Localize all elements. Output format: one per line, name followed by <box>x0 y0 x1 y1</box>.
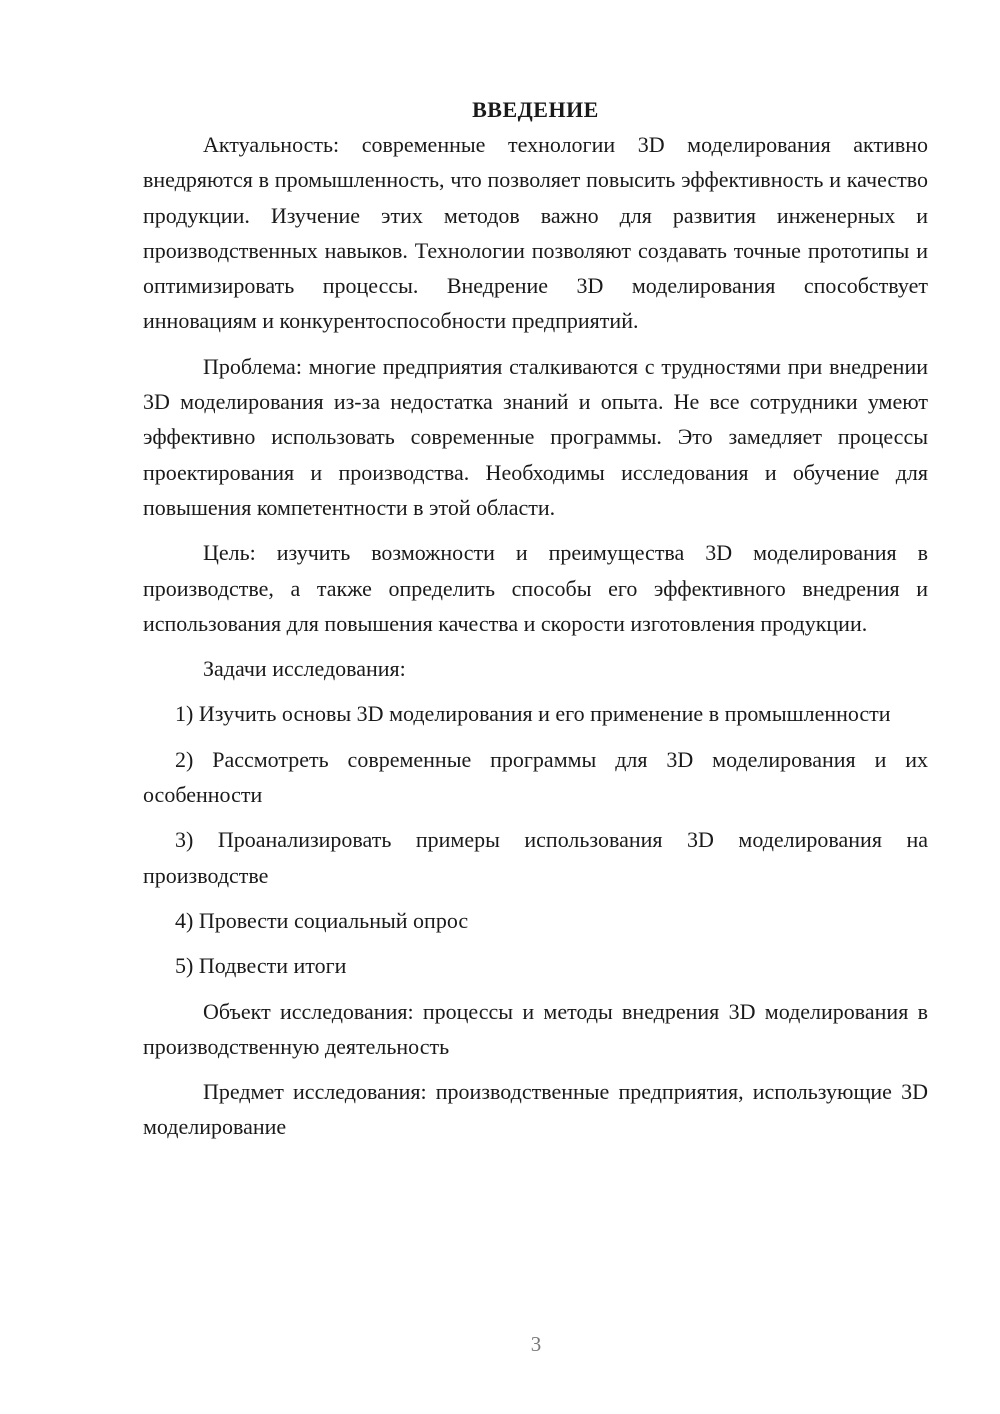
section-title: ВВЕДЕНИЕ <box>472 97 599 122</box>
task-item-2: 2) Рассмотреть современные программы для 3D моделирования и их особенности <box>143 746 928 808</box>
paragraph-object: Объект исследования: процессы и методы внедрения 3D моделирования в производственную деятельность <box>143 998 928 1059</box>
task-item-1: 1) Изучить основы 3D моделирования и его применение в промышленности <box>175 701 891 727</box>
task-item-5: 5) Подвести итоги <box>175 953 347 979</box>
paragraph-subject: Предмет исследования: производственные предприятия, использующие 3D моделирование <box>143 1079 928 1140</box>
paragraph-problem: Проблема: многие предприятия сталкиваются с трудностями при внедрении 3D моделирования из-за недостатка знаний и опыта. Не все сотрудники умеют эффективно использовать современные программы. Это замедляет процессы проектирования и производства. Необходимы исследования и обучение для повышения компетентности в этой области. <box>143 353 928 520</box>
page-number: 3 <box>530 1332 542 1356</box>
task-item-3: 3) Проанализировать примеры использования 3D моделирования на производстве <box>143 827 928 888</box>
paragraph-relevance: Актуальность: современные технологии 3D моделирования активно внедряются в промышленность, что позволяет повысить эффективность и качество продукции. Изучение этих методов важно для развития инженерных и производственных навыков. Технологии позволяют создавать точные прототипы и оптимизировать процессы. Внедрение 3D моделирования способствует инновациям и конкурентоспособности предприятий. <box>143 132 928 334</box>
tasks-heading: Задачи исследования: <box>203 656 406 682</box>
paragraph-goal: Цель: изучить возможности и преимущества 3D моделирования в производстве, а также определить способы его эффективного внедрения и использования для повышения качества и скорости изготовления продукции. <box>143 540 928 636</box>
task-item-4: 4) Провести социальный опрос <box>175 907 469 933</box>
document-page <box>143 92 928 1145</box>
